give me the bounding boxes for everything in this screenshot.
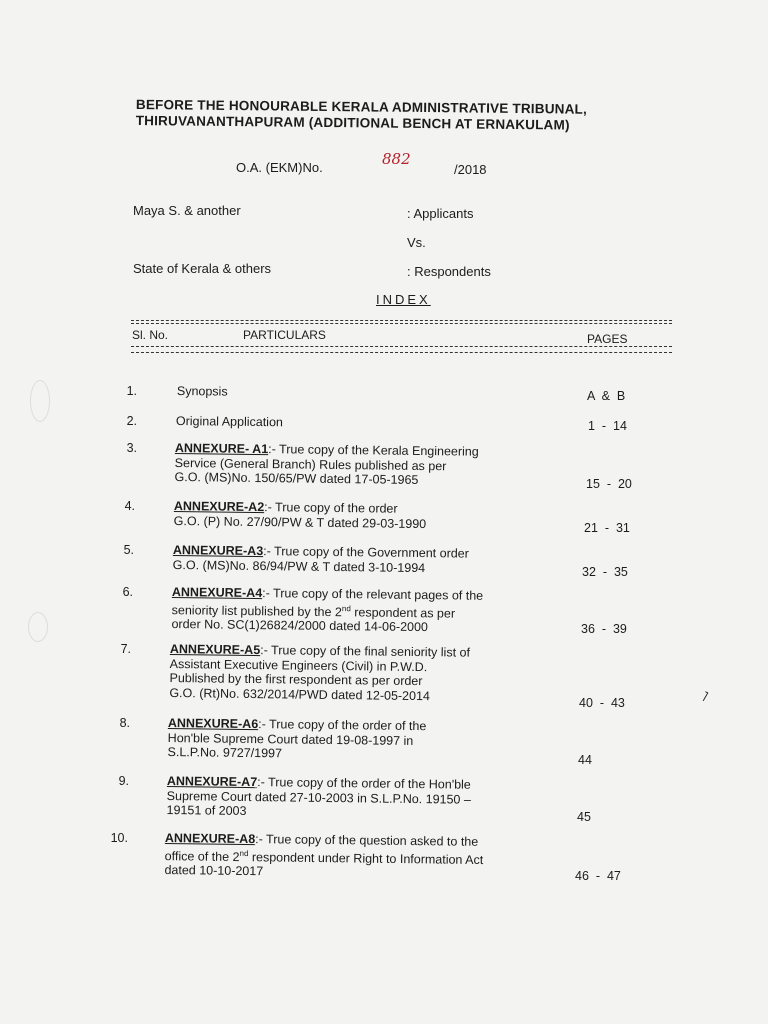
pen-mark: ˥ [698, 687, 712, 705]
particulars-line: ANNEXURE-A2:- True copy of the order [173, 499, 398, 516]
punch-hole-mark [30, 380, 50, 422]
particulars-line: Hon'ble Supreme Court dated 19-08-1997 in [167, 730, 414, 748]
row-pages: 45 [577, 810, 591, 824]
row-pages: 32 - 35 [582, 565, 628, 579]
row-pages: 1 - 14 [588, 419, 627, 433]
applicant-name: Maya S. & another [133, 203, 241, 218]
annexure-label: ANNEXURE-A7 [166, 774, 258, 790]
particulars-line: G.O. (MS)No. 150/65/PW dated 17-05-1965 [174, 469, 419, 487]
case-number-handwritten: 882 [382, 150, 411, 168]
particulars-line: Assistant Executive Engineers (Civil) in P.W.D. [169, 656, 428, 674]
row-number: 8. [119, 716, 130, 730]
particulars-line: G.O. (P) No. 27/90/PW & T dated 29-03-1990 [173, 513, 427, 531]
row-pages: 44 [578, 753, 592, 767]
annexure-label: ANNEXURE-A3 [172, 543, 264, 559]
particulars-line: ANNEXURE-A4:- True copy of the relevant pages of the [171, 585, 484, 603]
row-particulars [173, 543, 469, 576]
particulars-line: order No. SC(1)26824/2000 dated 14-06-2000 [171, 617, 429, 635]
heading-line-1: BEFORE THE HONOURABLE KERALA ADMINISTRATIVE TRIBUNAL, [135, 97, 588, 117]
annexure-label: ANNEXURE-A6 [167, 716, 259, 732]
row-particulars [167, 716, 426, 763]
applicant-role: : Applicants [407, 206, 474, 221]
case-prefix: O.A. (EKM)No. [236, 160, 323, 175]
particulars-line: ANNEXURE-A5:- True copy of the final seniority list of [169, 642, 471, 660]
particulars-line: ANNEXURE-A6:- True copy of the order of the [167, 716, 427, 734]
particulars-line: ANNEXURE-A8:- True copy of the question asked to the [164, 831, 479, 849]
particulars-line: G.O. (MS)No. 86/94/PW & T dated 3-10-1994 [172, 557, 426, 575]
versus-label: Vs. [407, 235, 426, 250]
row-particulars [171, 585, 483, 635]
particulars-line: Supreme Court dated 27-10-2003 in S.L.P.No. 19150 – [166, 788, 471, 807]
row-particulars [174, 499, 427, 531]
row-particulars [176, 414, 283, 430]
row-number: 10. [110, 831, 128, 845]
row-number: 9. [118, 774, 129, 788]
row-number: 2. [126, 414, 137, 428]
annexure-label: ANNEXURE- A1 [174, 441, 269, 457]
tribunal-heading [136, 97, 656, 134]
row-number: 4. [124, 499, 135, 513]
row-pages: 21 - 31 [584, 521, 630, 535]
row-particulars [164, 831, 483, 882]
row-particulars [169, 642, 470, 704]
row-pages: 46 - 47 [575, 869, 621, 883]
annexure-label: ANNEXURE-A5 [169, 642, 261, 658]
annexure-label: ANNEXURE-A2 [173, 499, 265, 515]
row-pages: 36 - 39 [581, 622, 627, 636]
row-number: 3. [126, 441, 137, 455]
particulars-line: S.L.P.No. 9727/1997 [167, 744, 283, 761]
row-pages: 15 - 20 [586, 477, 632, 491]
header-rule-top-2 [131, 323, 672, 324]
row-number: 5. [123, 543, 134, 557]
row-number: 1. [126, 384, 137, 398]
particulars-line: office of the 2nd respondent under Right to Information Act [164, 848, 484, 867]
particulars-line: Service (General Branch) Rules published as per [174, 455, 447, 473]
annexure-label: ANNEXURE-A8 [164, 831, 256, 847]
row-number: 7. [120, 642, 131, 656]
respondent-name: State of Kerala & others [133, 261, 272, 276]
particulars-line: dated 10-10-2017 [164, 863, 264, 879]
header-rule-bottom [131, 346, 672, 347]
particulars-line: ANNEXURE- A1:- True copy of the Kerala Engineering [174, 441, 479, 459]
col-sl-no: Sl. No. [132, 328, 169, 342]
row-pages: A & B [587, 389, 626, 403]
header-rule-top [131, 320, 672, 321]
particulars-line: seniority list published by the 2nd respondent as per [171, 602, 456, 621]
punch-hole-mark [28, 612, 48, 642]
row-number: 6. [122, 585, 133, 599]
heading-line-2: THIRUVANANTHAPURAM (ADDITIONAL BENCH AT ERNAKULAM) [135, 112, 570, 133]
particulars-line: Original Application [175, 414, 284, 430]
index-title: INDEX [376, 292, 431, 307]
col-pages: PAGES [587, 332, 628, 346]
particulars-line: 19151 of 2003 [166, 802, 247, 818]
particulars-line: Synopsis [176, 384, 228, 399]
particulars-line: G.O. (Rt)No. 632/2014/PWD dated 12-05-2014 [169, 685, 431, 703]
header-rule-bottom-2 [131, 352, 672, 353]
annexure-label: ANNEXURE-A4 [171, 585, 263, 601]
row-pages: 40 - 43 [579, 696, 625, 710]
row-particulars [174, 441, 478, 488]
respondent-role: : Respondents [407, 264, 491, 279]
particulars-line: ANNEXURE-A7:- True copy of the order of the Hon'ble [166, 774, 471, 792]
case-year: /2018 [454, 162, 487, 177]
particulars-line: Published by the first respondent as per order [169, 670, 423, 689]
row-particulars [177, 384, 228, 399]
row-particulars [166, 774, 471, 821]
col-particulars: PARTICULARS [243, 328, 326, 342]
particulars-line: ANNEXURE-A3:- True copy of the Government order [172, 543, 469, 561]
